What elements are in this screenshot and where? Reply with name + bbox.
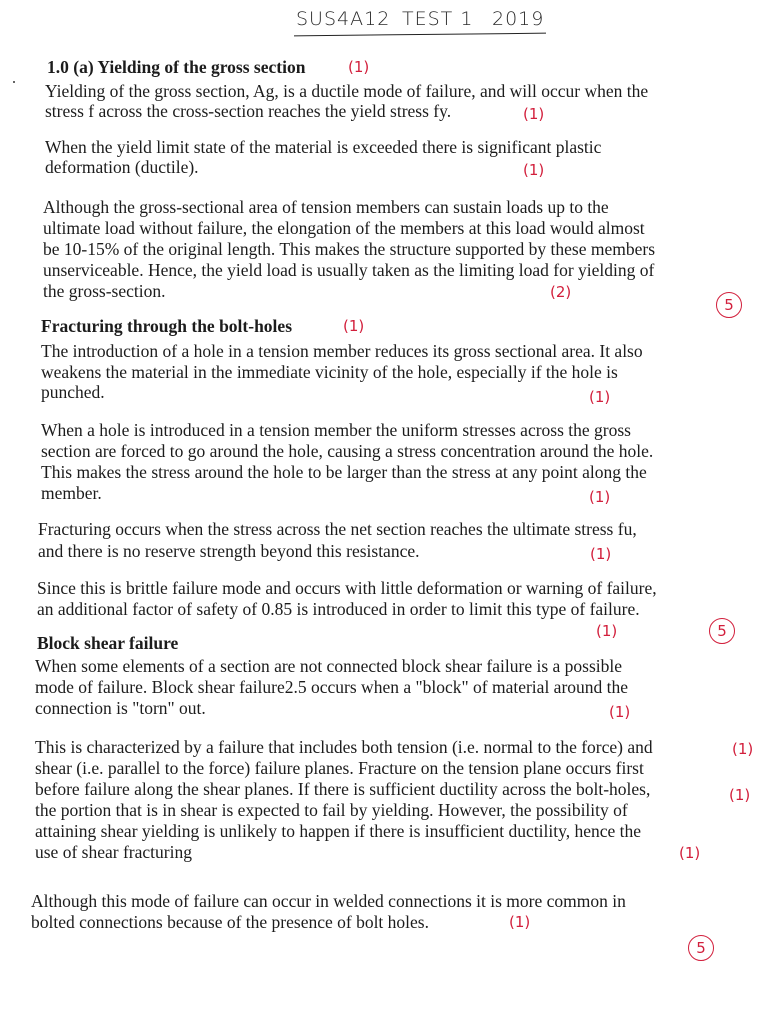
header-course: SUS4A12 [296, 8, 391, 30]
paragraph-line: Although the gross-sectional area of tension members can sustain loads up to the [43, 197, 609, 217]
paragraph-line: mode of failure. Block shear failure2.5 occurs when a "block" of material around the [35, 677, 629, 697]
score-mark: (1) [523, 105, 545, 123]
paragraph-line: When a hole is introduced in a tension member the uniform stresses across the gross [41, 420, 631, 440]
score-mark: (1) [590, 545, 612, 563]
header-year: 2019 [492, 8, 545, 30]
paragraph-line: ultimate load without failure, the elongation of the members at this load would almost [43, 218, 645, 238]
paragraph-line: Since this is brittle failure mode and occurs with little deformation or warning of failure, [37, 578, 657, 598]
paragraph-line: When the yield limit state of the material is exceeded there is significant plastic [45, 137, 602, 157]
circled-total: 5 [688, 935, 714, 961]
score-mark: (2) [550, 283, 572, 301]
paragraph-line: weakens the material in the immediate vicinity of the hole, especially if the hole is [41, 362, 618, 382]
paragraph-line: Yielding of the gross section, Ag, is a ductile mode of failure, and will occur when the [45, 81, 649, 101]
margin-tick [13, 81, 15, 83]
section-heading-block-shear: Block shear failure [37, 633, 179, 653]
score-mark: (1) [679, 844, 701, 862]
paragraph-line: Fracturing occurs when the stress across the net section reaches the ultimate stress fu, [38, 519, 637, 539]
paragraph-line: and there is no reserve strength beyond this resistance. [38, 541, 420, 561]
circled-total: 5 [716, 292, 742, 318]
paragraph-line: The introduction of a hole in a tension member reduces its gross sectional area. It also [41, 341, 643, 361]
score-mark: (1) [732, 740, 754, 758]
header-underline [294, 33, 546, 37]
paragraph-line: the gross-section. [43, 281, 166, 301]
paragraph-line: This makes the stress around the hole to be larger than the stress at any point along the [41, 462, 647, 482]
paragraph-line: shear (i.e. parallel to the force) failure planes. Fracture on the tension plane occurs first [35, 758, 644, 778]
paragraph-line: unserviceable. Hence, the yield load is usually taken as the limiting load for yielding of [43, 260, 655, 280]
header-test: TEST 1 [402, 8, 474, 30]
score-mark: (1) [523, 161, 545, 179]
score-mark: (1) [589, 488, 611, 506]
section-heading-yielding: 1.0 (a) Yielding of the gross section [47, 57, 306, 77]
paragraph-line: When some elements of a section are not connected block shear failure is a possible [35, 656, 623, 676]
score-mark: (1) [729, 786, 751, 804]
circled-total: 5 [709, 618, 735, 644]
paragraph-line: stress f across the cross-section reaches the yield stress fy. [45, 101, 452, 121]
paragraph-line: the portion that is in shear is expected to fail by yielding. However, the possibility of [35, 800, 628, 820]
paragraph-line: an additional factor of safety of 0.85 is introduced in order to limit this type of failure. [37, 599, 640, 619]
paragraph-line: be 10-15% of the original length. This makes the structure supported by these members [43, 239, 656, 259]
score-mark: (1) [596, 622, 618, 640]
handwritten-header [296, 4, 546, 36]
paragraph-line: connection is "torn" out. [35, 698, 206, 718]
paragraph-line: member. [41, 483, 102, 503]
paragraph-line: punched. [41, 382, 105, 402]
score-mark: (1) [348, 58, 370, 76]
section-heading-fracturing: Fracturing through the bolt-holes [41, 316, 292, 336]
score-mark: (1) [589, 388, 611, 406]
paragraph-line: section are forced to go around the hole, causing a stress concentration around the hole. [41, 441, 654, 461]
score-mark: (1) [509, 913, 531, 931]
paragraph-line: Although this mode of failure can occur in welded connections it is more common in [31, 891, 626, 911]
paragraph-line: bolted connections because of the presence of bolt holes. [31, 912, 429, 932]
paragraph-line: This is characterized by a failure that includes both tension (i.e. normal to the force) and [35, 737, 653, 757]
score-mark: (1) [609, 703, 631, 721]
score-mark: (1) [343, 317, 365, 335]
paragraph-line: attaining shear yielding is unlikely to happen if there is insufficient ductility, hence the [35, 821, 642, 841]
paragraph-line: deformation (ductile). [45, 157, 199, 177]
paragraph-line: before failure along the shear planes. If there is sufficient ductility across the bolt-holes, [35, 779, 651, 799]
paragraph-line: use of shear fracturing [35, 842, 192, 862]
